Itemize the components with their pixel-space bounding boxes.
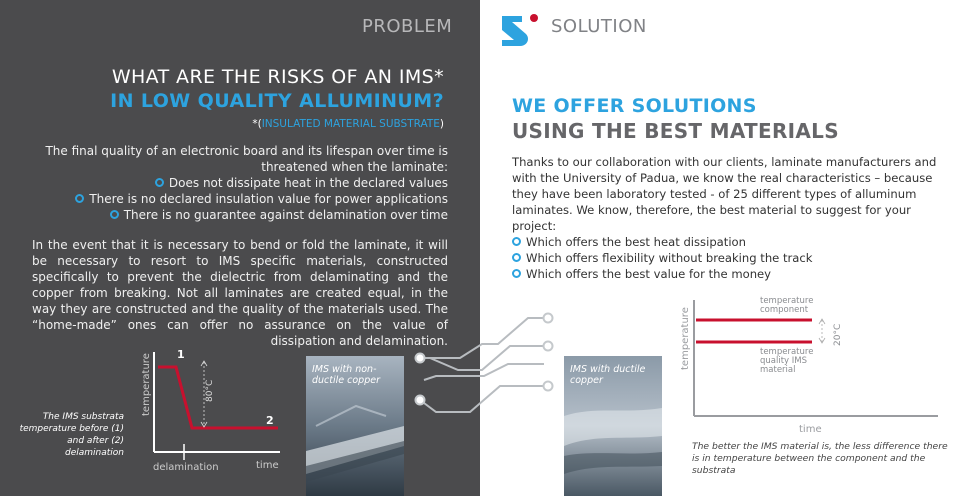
photo-label-left: IMS with non-ductile copper	[312, 364, 380, 386]
chart-point-2: 2	[266, 414, 274, 427]
problem-footnote	[252, 118, 444, 130]
trace-node-icon	[544, 342, 553, 351]
problem-paragraph: In the event that it is necessary to bend or fold the laminate, it will be necessary to resort to IMS specific materials, constructed specifically to prevent the dielectric from delaminating and the copper from breaking. Not all laminates are created equal, in the way they are constructed and the quality of the materials used. The “home-made” ones can offer no assurance on the value of dissipation and delamination.	[32, 238, 448, 348]
chart-x-label-time: time	[799, 424, 822, 435]
problem-title-line2: IN LOW QUALITY ALLUMINUM?	[110, 90, 444, 112]
solution-title-line1: WE OFFER SOLUTIONS	[512, 95, 757, 117]
chart-bottom-label	[760, 347, 813, 375]
list-item	[40, 191, 448, 207]
chart-y-label: temperature	[680, 307, 691, 370]
list-item	[512, 266, 932, 282]
solution-title-line2: USING THE BEST MATERIALS	[512, 119, 839, 143]
problem-intro: The final quality of an electronic board and its lifespan over time is threatened when the laminate:	[45, 144, 448, 174]
chart-y-label: temperature	[141, 353, 152, 416]
photo-label-right: IMS with ductile copper	[570, 364, 646, 386]
bottom-label-line1: temperature	[760, 347, 814, 357]
problem-bullet-text: There is no guarantee against delamination over time	[123, 208, 448, 222]
problem-bullet-list	[40, 175, 448, 223]
brand-logo-icon	[498, 8, 542, 52]
list-item	[512, 234, 932, 250]
solution-header: SOLUTION	[551, 16, 647, 37]
list-item	[512, 250, 932, 266]
footnote-star: *(	[252, 118, 262, 130]
problem-bullet-text: There is no declared insulation value for power applications	[89, 192, 448, 206]
delamination-chart	[138, 344, 288, 474]
temperature-curve	[158, 367, 278, 428]
chart-delta-label: 20°C	[833, 323, 843, 346]
bullet-circle-icon	[75, 194, 84, 203]
photo-ductile-copper	[564, 356, 662, 496]
bullet-circle-icon	[512, 253, 521, 262]
chart-top-label	[760, 296, 813, 315]
ims-quality-chart	[674, 292, 944, 438]
footnote-close: )	[439, 118, 444, 130]
solution-bullet-text: Which offers the best heat dissipation	[526, 235, 746, 249]
list-item	[40, 207, 448, 223]
solution-intro: Thanks to our collaboration with our clients, laminate manufacturers and with the University of Padua, we know the real characteristics – because they have been laboratory tested - of 25 different types of alluminum laminates. We know, therefore, the best material to suggest for your project:	[512, 155, 937, 233]
photo-non-ductile-copper	[306, 356, 404, 496]
bottom-label-line2: quality IMS	[760, 356, 808, 366]
trace-node-icon	[544, 314, 553, 323]
bullet-circle-icon	[512, 269, 521, 278]
bullet-circle-icon	[110, 210, 119, 219]
solution-bullet-text: Which offers flexibility without breaking the track	[526, 251, 813, 265]
top-label-line2: component	[760, 305, 809, 315]
solution-bullet-list	[512, 234, 932, 282]
problem-chart-caption: The IMS substrata temperature before (1) and after (2) delamination	[19, 412, 124, 458]
problem-title-line1: WHAT ARE THE RISKS OF AN IMS*	[111, 66, 444, 88]
chart-x-label-delamination: delamination	[153, 462, 219, 473]
bottom-label-line3: material	[760, 365, 796, 375]
solution-chart-caption: The better the IMS material is, the less difference there is in temperature between the component and the substrata	[692, 441, 948, 476]
list-item	[40, 175, 448, 191]
top-label-line1: temperature	[760, 296, 814, 306]
trace-node-icon	[416, 396, 425, 405]
circuit-traces	[400, 300, 570, 430]
trace-node-icon	[416, 354, 425, 363]
trace-node-icon	[544, 382, 553, 391]
problem-header: PROBLEM	[362, 16, 453, 37]
chart-delta-label: 80°C	[205, 379, 215, 402]
chart-x-label-time: time	[256, 460, 279, 471]
problem-bullet-text: Does not dissipate heat in the declared values	[168, 176, 448, 190]
chart-point-1: 1	[177, 348, 185, 361]
footnote-text: INSULATED MATERIAL SUBSTRATE	[261, 118, 440, 130]
bullet-circle-icon	[155, 178, 164, 187]
solution-bullet-text: Which offers the best value for the money	[526, 267, 772, 281]
bullet-circle-icon	[512, 237, 521, 246]
